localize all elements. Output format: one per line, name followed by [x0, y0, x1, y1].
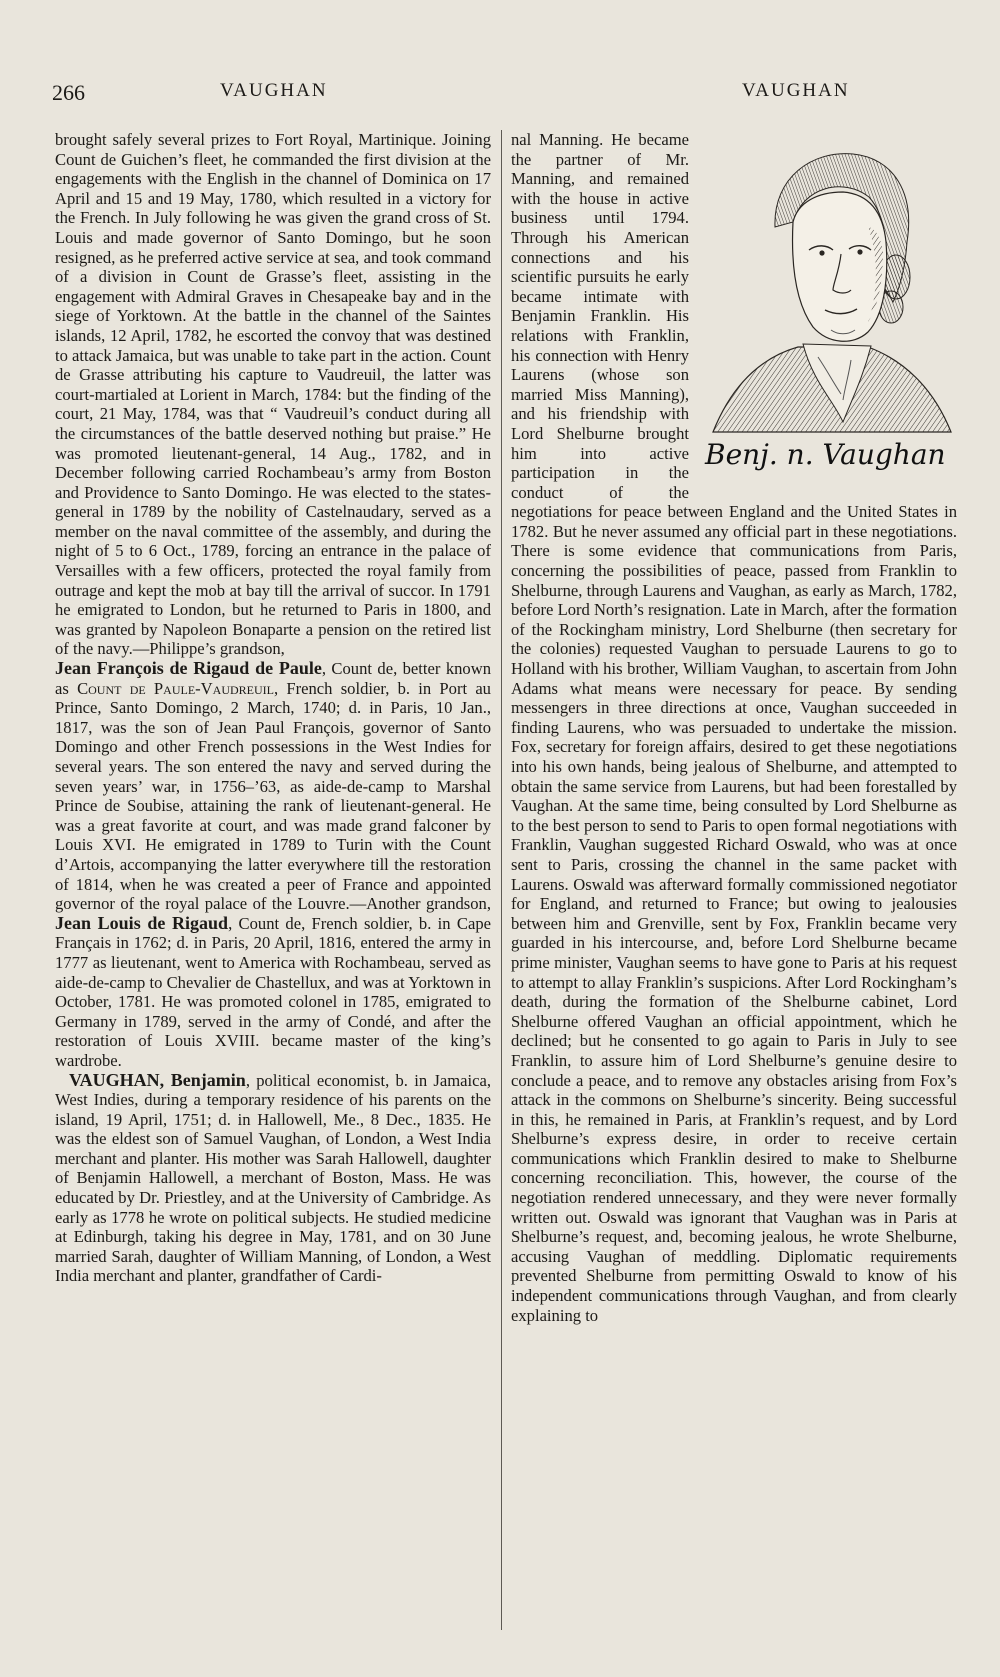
paragraph-rigaud: [55, 659, 491, 1070]
entry-heading-vaughan: VAUGHAN, Benjamin: [69, 1069, 246, 1090]
entry-name-jean-francois: Jean François de Rigaud de Paule: [55, 658, 322, 679]
running-head-left: VAUGHAN: [220, 80, 328, 101]
portrait-engraving: [693, 132, 957, 444]
column-rule: [501, 130, 502, 1630]
entry-alias: Count de Paule-Vaudreuil: [77, 678, 274, 698]
entry-text: , political economist, b. in Jamaica, West Indies, during a temporary residence of his parents on the island, 19 April, 1751; d. in Hallowell, Me., 8 Dec., 1835. He was the eldest son of Samuel Vaughan, of London, a West India merchant and planter. His mother was Sarah Hallowell, daughter of Benjamin Hallowell, a merchant of Boston, Mass. He was educated by Dr. Priestley, and at the University of Cambridge. As early as 1778 he wrote on political subjects. He studied medicine at Edinburgh, taking his degree in May, 1781, and on 30 June married Sarah, daughter of William Manning, of London, a West India merchant and planter, grandfather of Cardi-: [55, 1070, 491, 1286]
paragraph-vaughan-entry: [55, 1071, 491, 1287]
page-number: 266: [52, 80, 85, 105]
page-header: [52, 80, 952, 110]
author-signature: Benj. n. Vaughan: [705, 438, 946, 471]
entry-text: , Count de, French soldier, b. in Cape Français in 1762; d. in Paris, 20 April, 1816, entered the army in 1777 as lieutenant, went to America with Rochambeau, served as aide-de-camp to Chevalier de Chastellux, and was at Yorktown in October, 1781. He was promoted colonel in 1785, emigrated to Germany in 1789, served in the army of Condé, and after the restoration of Louis XVIII. became master of the king’s wardrobe.: [55, 913, 491, 1070]
left-column: [55, 130, 491, 1660]
paragraph-vaudreuil-continued: brought safely several prizes to Fort Royal, Martinique. Joining Count de Guichen’s fleet, he commanded the first division at the engagements with the English in the channel of Dominica on 17 April and 15 and 19 May, 1780, which resulted in a victory for the French. In July following he was given the grand cross of St. Louis and made governor of Santo Domingo, but he soon resigned, as he preferred active service at sea, and took command of a division in Count de Grasse’s fleet, assisting in the engagement with Admiral Graves in Chesapeake bay and in the siege of Yorktown. At the battle in the channel of the Saintes islands, 12 April, 1782, he escorted the convoy that was destined to attack Jamaica, but was unable to take part in the action. Count de Grasse attributing his capture to Vaudreuil, the latter was court-martialed at Lorient in March, 1784: but the finding of the court, 21 May, 1784, was that “ Vaudreuil’s conduct during all the circumstances of the battle deserved nothing but praise.” He was promoted lieutenant-general, 14 Aug., 1782, and in December following carried Rochambeau’s army from Boston and Providence to Santo Domingo. He was elected to the states-general in 1789 by the nobility of Castelnaudary, served as a member on the naval committee of the assembly, and during the night of 5 to 6 Oct., 1789, forcing an entrance in the palace of Versailles with a few officers, protected the royal family from outrage and kept the mob at bay till the arrival of succor. In 1791 he emigrated to London, but he returned to Paris in 1800, and was granted by Napoleon Bonaparte a pension on the retired list of the navy.—Philippe’s grandson,: [55, 130, 491, 659]
entry-name-jean-louis: Jean Louis de Rigaud: [55, 912, 229, 933]
entry-text: , French soldier, b. in Port au Prince, Santo Domingo, 2 March, 1740; d. in Paris, 10 Jan., 1817, was the son of Jean Paul François, governor of Santo Domingo and other French possessions in the West Indies for several years. The son entered the navy and served during the seven years’ war, in 1756–’63, as aide-de-camp to Marshal Prince de Soubise, attaining the rank of lieutenant-general. He was a great favorite at court, and was made grand falconer by Louis XVI. He emigrated in 1789 to Turin with the Count d’Artois, accompanying the latter everywhere till the restoration of 1814, when he was created a peer of France and appointed governor of the royal palace of the Louvre.—Another grandson,: [55, 678, 491, 914]
entry-text: , Count de, better known as: [55, 659, 491, 698]
running-head-right: VAUGHAN: [742, 80, 850, 101]
paragraph-vaughan-continued: nal Manning. He became the partner of Mr. Manning, and remained with the house in active business until 1794. Through his American connections and his scientific pursuits he early became intimate with Benjamin Franklin. His relations with Franklin, his connection with Henry Laurens (whose son married Miss Manning), and his friendship with Lord Shelburne brought him into active participation in the conduct of the negotiations for peace between England and the United States in 1782. But he never assumed any official part in these negotiations. There is some evidence that communications from Paris, concerning the possibilities of peace, passed from Franklin to Shelburne, through Laurens and Vaughan, as early as March, 1782, before Lord North’s resignation. Late in March, after the formation of the Rockingham ministry, Lord Shelburne (then secretary for the colonies) requested Vaughan to persuade Laurens to go to Holland with his brother, William Vaughan, to ascertain from John Adams what means were necessary for peace. By sending messengers in three directions at once, Vaughan succeeded in finding Laurens, who was persuaded to undertake the mission. Fox, secretary for foreign affairs, desired to get these negotiations into his own hands, being jealous of Shelburne, and attempted to obtain the same service from Laurens, but had been forestalled by Vaughan. At the same time, being consulted by Lord Shelburne as to the best person to send to Paris to open formal negotiations with Franklin, Vaughan suggested Richard Oswald, who was at once sent to Paris, crossing the channel in the same packet with Laurens. Oswald was afterward formally commissioned negotiator for England, and returned to France; but owing to jealousies between him and Grenville, sent by Fox, Franklin became very guarded in his intercourse, and, before Lord Shelburne became prime minister, Vaughan seems to have gone to Paris at his request to attempt to allay Franklin’s suspicions. After Lord Rockingham’s death, during the formation of the Shelburne cabinet, Lord Shelburne offered Vaughan an official appointment, which he declined; but he consented to go again to Paris in July to see Franklin, to assure him of Lord Shelburne’s genuine desire to conclude a peace, and to remove any obstacles arising from Fox’s attack in the commons on Shelburne’s sincerity. Being successful in this, he remained in Paris, at Franklin’s request, and by Lord Shelburne’s express desire, in order to receive certain communications which Franklin desired to make to Shelburne concerning reconciliation. This, however, the course of the negotiation rendered unnecessary, and they were never formally written out. Oswald was ignorant that Vaughan was in Paris at Shelburne’s request, and, becoming jealous, he wrote Shelburne, accusing Vaughan of meddling. Diplomatic requirements prevented Shelburne from permitting Oswald to know of his independent communications through Vaughan, and from clearly explaining to: [511, 130, 957, 1325]
portrait-figure: [693, 132, 957, 480]
right-column: [511, 130, 957, 1660]
